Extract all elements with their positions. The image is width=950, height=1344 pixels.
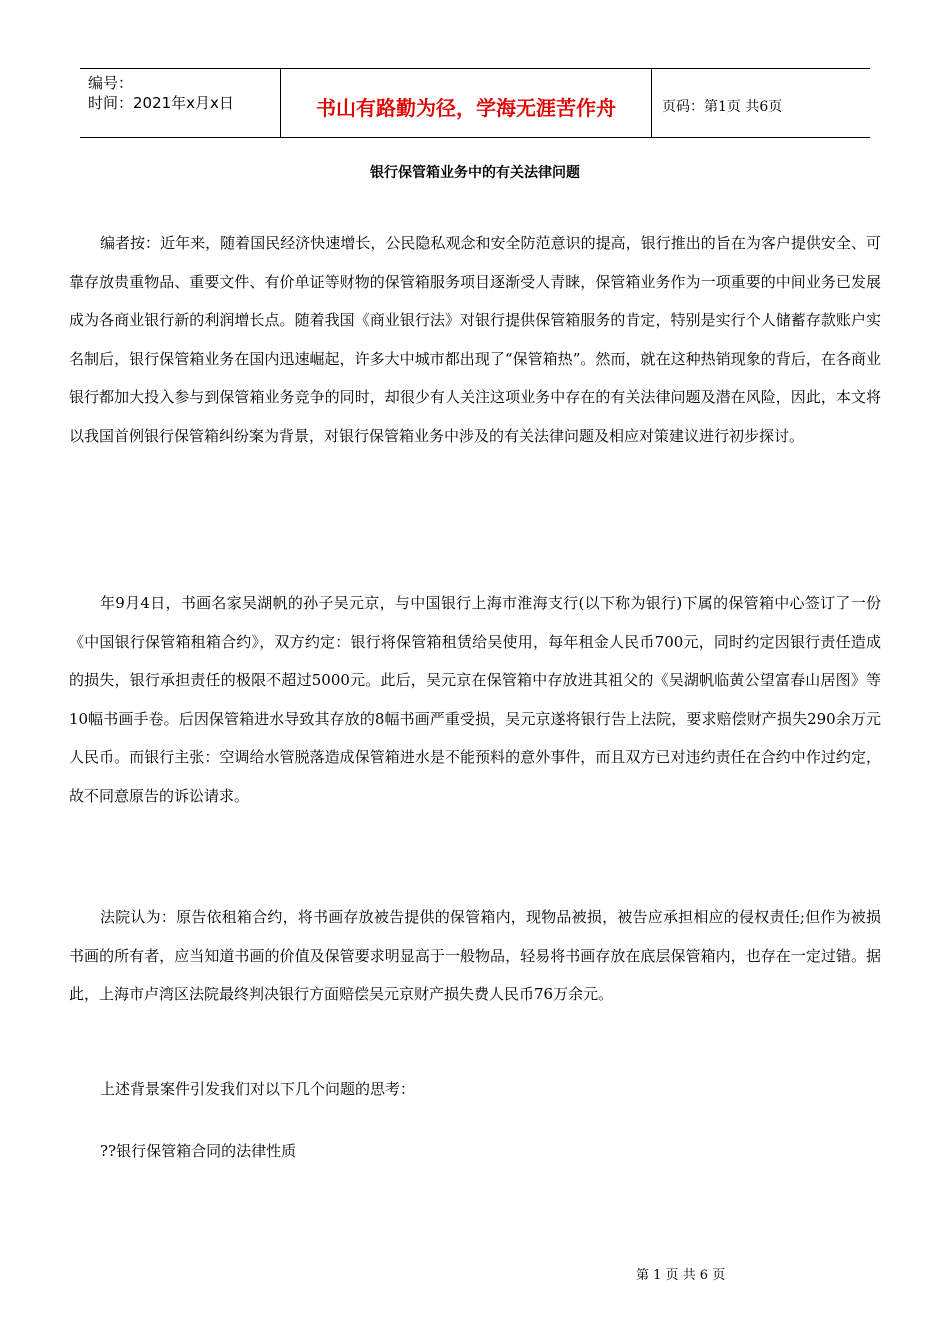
document-date-label: 时间：2021年x月x日: [88, 94, 234, 112]
header-meta: [80, 69, 281, 137]
header-page-info: 页码：第1页 共6页: [662, 99, 783, 115]
document-header: [80, 68, 870, 138]
paragraph-section-heading: ??银行保管箱合同的法律性质: [100, 1142, 297, 1160]
paragraph-editor-note: 编者按：近年来，随着国民经济快速增长，公民隐私观念和安全防范意识的提高，银行推出的旨在为客户提供安全、可靠存放贵重物品、重要文件、有价单证等财物的保管箱服务项目逐渐受人青睐，保管箱业务作为一项重要的中间业务已发展成为各商业银行新的利润增长点。随着我国《商业银行法》对银行提供保管箱服务的肯定，特别是实行个人储蓄存款账户实名制后，银行保管箱业务在国内迅速崛起，许多大中城市都出现了“保管箱热”。然而，就在这种热销现象的背后，在各商业银行都加大投入参与到保管箱业务竞争的同时，却很少有人关注这项业务中存在的有关法律问题及潜在风险，因此，本文将以我国首例银行保管箱纠纷案为背景，对银行保管箱业务中涉及的有关法律问题及相应对策建议进行初步探讨。: [69, 234, 881, 445]
paragraph-court-ruling: 法院认为：原告依租箱合约，将书画存放被告提供的保管箱内，现物品被损，被告应承担相应的侵权责任;但作为被损书画的所有者，应当知道书画的价值及保管要求明显高于一般物品，轻易将书画存放在底层保管箱内，也存在一定过错。据此，上海市卢湾区法院最终判决银行方面赔偿吴元京财产损失费人民币76万余元。: [69, 908, 881, 1004]
document-number-label: 编号：: [88, 74, 134, 92]
document-title: 银行保管箱业务中的有关法律问题: [370, 165, 580, 181]
paragraph-questions-intro: 上述背景案件引发我们对以下几个问题的思考：: [100, 1080, 416, 1098]
motto-text: 书山有路勤为径，学海无涯苦作舟: [316, 95, 616, 120]
paragraph-case-background: 年9月4日，书画名家吴湖帆的孙子吴元京，与中国银行上海市淮海支行(以下称为银行)下属的保管箱中心签订了一份《中国银行保管箱租箱合约》，双方约定：银行将保管箱租赁给吴使用，每年租金人民币700元，同时约定因银行责任造成的损失，银行承担责任的极限不超过5000元。此后，吴元京在保管箱中存放进其祖父的《吴湖帆临黄公望富春山居图》等10幅书画手卷。后因保管箱进水导致其存放的8幅书画严重受损，吴元京遂将银行告上法院，要求赔偿财产损失290余万元人民币。而银行主张：空调给水管脱落造成保管箱进水是不能预料的意外事件，而且双方已对违约责任在合约中作过约定，故不同意原告的诉讼请求。: [69, 594, 881, 805]
page-footer: 第 1 页 共 6 页: [636, 1268, 726, 1283]
header-motto-cell: [281, 69, 652, 137]
